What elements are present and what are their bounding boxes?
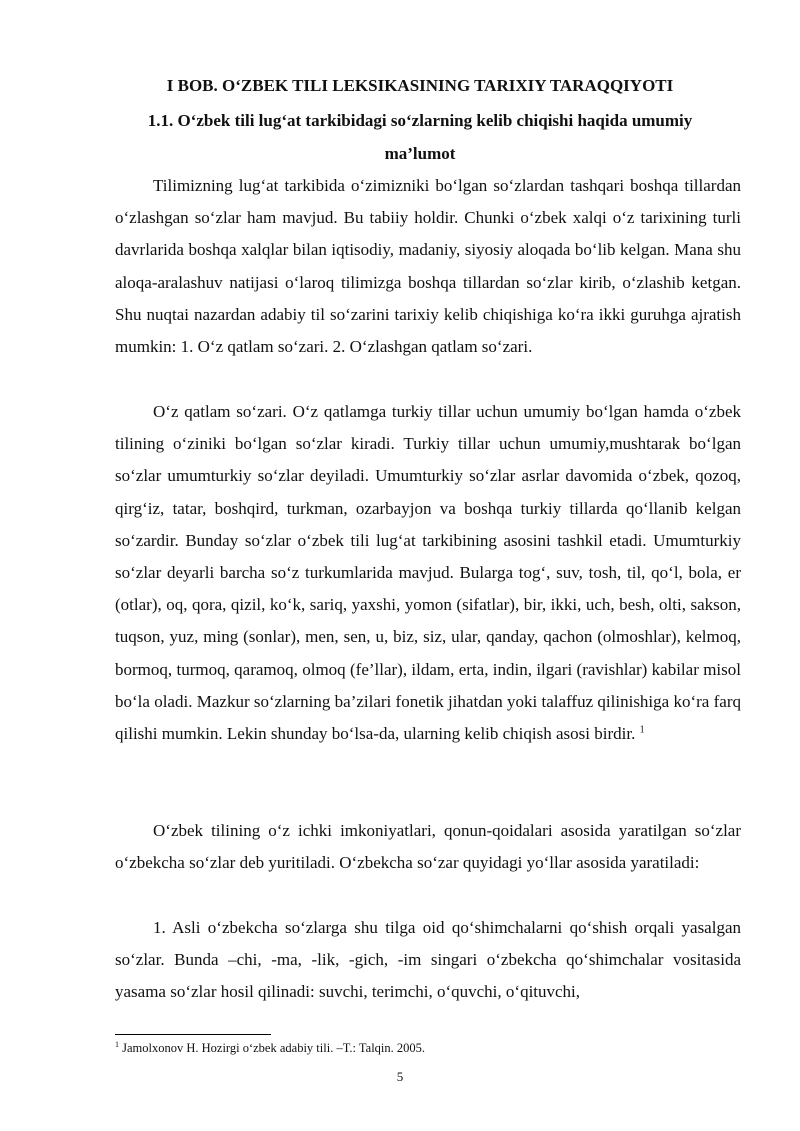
- section-title-line-2: ma’lumot: [384, 144, 456, 163]
- paragraph-list-item-1: 1. Asli o‘zbekcha so‘zlarga shu tilga oid qo‘shimchalarni qo‘shish orqali yasalgan so‘zlar. Bunda –chi, -ma, -lik, -gich, -im singari o‘zbekcha qo‘shimchalar vositasida yasama so‘zlar hosil qilinadi: suvchi, terimchi, o‘quvchi, o‘qituvchi,: [115, 918, 741, 1002]
- footnote-number: 1: [115, 1039, 119, 1049]
- footnote: [115, 1040, 425, 1056]
- paragraph-native-layer-text: O‘z qatlam so‘zari. O‘z qatlamga turkiy tillar uchun umumiy bo‘lgan hamda o‘zbek tilining o‘ziniki bo‘lgan so‘zlar kiradi. Turkiy tillar uchun umumiy,mushtarak bo‘lgan so‘zlar umumturkiy so‘zlar deyiladi. Umumturkiy so‘zlar asrlar davomida o‘zbek, qozoq, qirg‘iz, tatar, boshqird, turkman, ozarbayjon va boshqa turkiy tillarda qo‘llanib kelgan so‘zardir. Bunday so‘zlar o‘zbek tili lug‘at tarkibining asosini tashkil etadi. Umumturkiy so‘zlar deyarli barcha so‘z turkumlarida mavjud. Bularga tog‘, suv, tosh, til, qo‘l, bola, er (otlar), oq, qora, qizil, ko‘k, sariq, yaxshi, yomon (sifatlar), bir, ikki, uch, besh, olti, sakson, tuqson, yuz, ming (sonlar), men, sen, u, biz, siz, ular, qanday, qachon (olmoshlar), kelmoq, bormoq, turmoq, qaramoq, olmoq (fe’llar), ildam, erta, indin, ilgari (ravishlar) kabilar misol bo‘la oladi. Mazkur so‘zlarning ba’zilari fonetik jihatdan yoki talaffuz qilinishiga ko‘ra farq qilishi mumkin. Lekin shunday bo‘lsa-da, ularning kelib chiqish asosi birdir.: [115, 402, 741, 744]
- footnote-divider: [115, 1034, 271, 1035]
- paragraph-native-layer: [115, 396, 741, 750]
- paragraph-uzbek-words: O‘zbek tilining o‘z ichki imkoniyatlari, qonun-qoidalari asosida yaratilgan so‘zlar o‘zbekcha so‘zlar deb yuritiladi. O‘zbekcha so‘zar quyidagi yo‘llar asosida yaratiladi:: [115, 821, 741, 873]
- footnote-reference: 1: [639, 724, 645, 736]
- section-title-line-1: 1.1. O‘zbek tili lug‘at tarkibidagi so‘zlarning kelib chiqishi haqida umumiy: [147, 111, 693, 130]
- page-number: 5: [396, 1069, 404, 1084]
- paragraph-intro: Tilimizning lug‘at tarkibida o‘zimizniki bo‘lgan so‘zlardan tashqari boshqa tillardan o‘zlashgan so‘zlar ham mavjud. Bu tabiiy holdir. Chunki o‘zbek xalqi o‘z tarixining turli davrlarida boshqa xalqlar bilan iqtisodiy, madaniy, siyosiy aloqada bo‘lib kelgan. Mana shu aloqa-aralashuv natijasi o‘laroq tilimizga boshqa tillardan so‘zlar kirib, o‘zlashib ketgan. Shu nuqtai nazardan adabiy til so‘zarini tarixiy kelib chiqishiga ko‘ra ikki guruhga ajratish mumkin: 1. O‘z qatlam so‘zari. 2. O‘zlashgan qatlam so‘zari.: [115, 176, 741, 357]
- chapter-title: I BOB. O‘ZBEK TILI LEKSIKASINING TARIXIY TARAQQIYOTI: [166, 76, 674, 95]
- footnote-text: Jamolxonov H. Hozirgi o‘zbek adabiy tili. –T.: Talqin. 2005.: [119, 1041, 426, 1055]
